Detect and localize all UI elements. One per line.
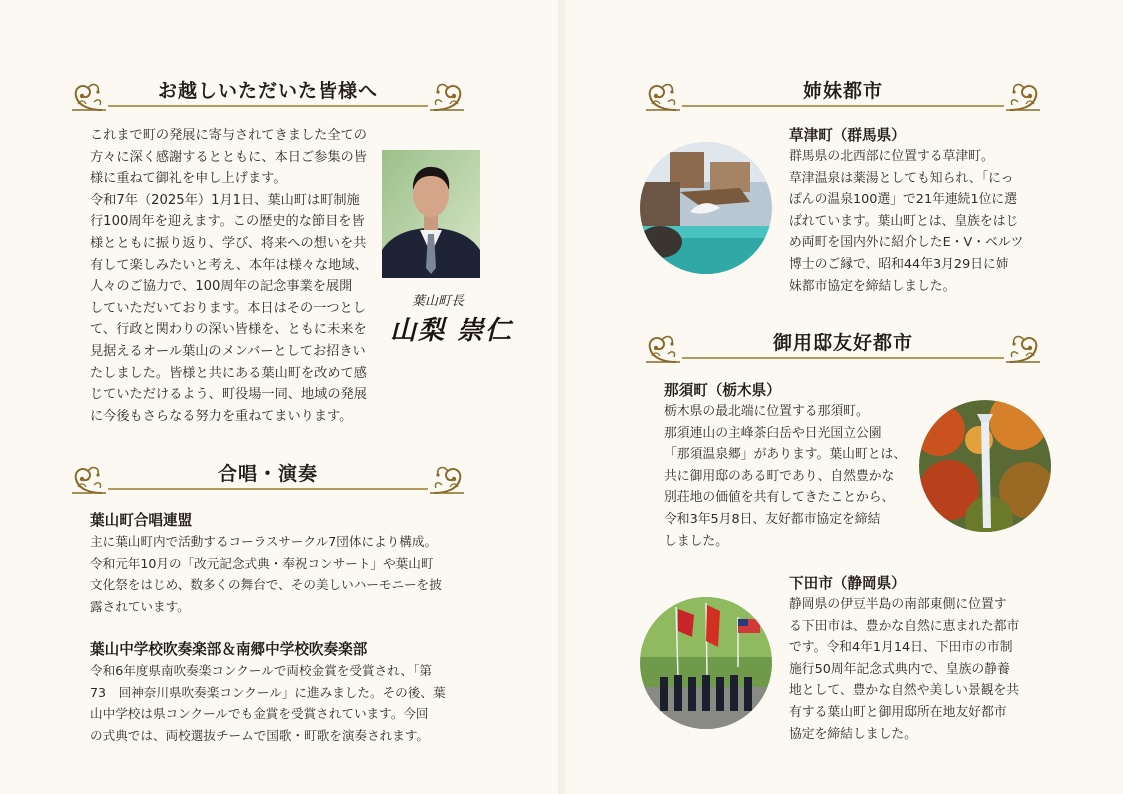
band-name: 葉山中学校吹奏楽部＆南郷中学校吹奏楽部 (90, 641, 368, 658)
text-line: しました。 (664, 533, 728, 549)
text-line: 地として、豊かな自然や美しい景観を共 (789, 683, 1020, 699)
choir-name: 葉山町合唱連盟 (90, 512, 193, 529)
text-line: これまで町の発展に寄与されてきました全ての (90, 128, 367, 143)
heading-rule (108, 105, 428, 107)
text-line: 群馬県の北西部に位置する草津町。 (789, 149, 994, 164)
text-line: 草津温泉は薬湯としても知られ、「にっ (789, 170, 1014, 186)
text-line: 有する葉山町と御用邸所在地友好都市 (789, 704, 1007, 720)
sister-title: 姉妹都市 (802, 80, 883, 102)
goyotei-title: 御用邸友好都市 (772, 332, 913, 354)
text-line: に今後もさらなる努力を重ねてまいります。 (90, 408, 353, 424)
text-line: 栃木県の最北端に位置する那須町。 (664, 404, 869, 419)
text-line: 協定を締結しました。 (789, 726, 917, 742)
text-line: 共に御用邸のある町であり、自然豊かな (664, 468, 895, 484)
text-line: の式典では、両校選抜チームで国歌・町歌を演奏されます。 (90, 727, 430, 743)
goyotei-heading (642, 326, 1044, 372)
heading-rule (682, 105, 1004, 107)
text-line: 那須連山の主峰茶臼岳や日光国立公園 (664, 425, 882, 441)
shimoda-text (789, 594, 1019, 745)
heading-rule (108, 488, 428, 490)
text-line: 令和6年度県南吹奏楽コンクールで両校金賞を受賞され、「第 (90, 663, 432, 678)
greeting-heading (68, 74, 468, 120)
music-heading (68, 457, 468, 503)
mayor-portrait (382, 150, 480, 278)
text-line: 見据えるオール葉山のメンバーとしてお招きい (90, 343, 366, 359)
text-line: 別荘地の価値を共有してきたことから、 (664, 490, 895, 506)
ornament-right-icon (1004, 80, 1044, 116)
text-line: 露されています。 (90, 598, 190, 614)
text-line: 行100周年を迎えます。この歴史的な節目を皆 (90, 214, 365, 230)
text-line: ぽんの温泉100選」で21年連続1位に選 (789, 192, 1018, 208)
nasu-name: 那須町（栃木県） (664, 382, 781, 399)
music-title: 合唱・演奏 (217, 463, 318, 485)
choir-text (90, 531, 442, 617)
text-line: ばれています。葉山町とは、皇族をはじ (789, 213, 1019, 229)
greeting-title: お越しいただいた皆様へ (157, 80, 378, 102)
text-line: 静岡県の伊豆半島の南部東側に位置す (789, 597, 1007, 612)
greeting-text (90, 125, 368, 427)
mayor-title: 葉山町長 (412, 294, 465, 309)
text-line: 主に葉山町内で活動するコーラスサークル7団体により構成。 (90, 534, 438, 549)
kusatsu-text (789, 146, 1023, 297)
kusatsu-photo (640, 142, 772, 274)
text-line: たしました。皆様と共にある葉山町を改めて感 (90, 365, 367, 381)
text-line: 令和7年（2025年）1月1日、葉山町は町制施 (90, 192, 360, 208)
text-line: 文化祭をはじめ、数多くの舞台で、その美しいハーモニーを披 (90, 577, 442, 593)
text-line: 人々のご協力で、100周年の記念事業を展開 (90, 279, 353, 295)
text-line: 様に重ねて御礼を申し上げます。 (90, 171, 287, 187)
ornament-right-icon (1004, 332, 1044, 368)
text-line: 令和元年10月の「改元記念式典・奉祝コンサート」や葉山町 (90, 555, 434, 571)
shimoda-photo (640, 597, 772, 729)
text-line: 妹都市協定を締結しました。 (789, 278, 956, 294)
text-line: 令和3年5月8日、友好都市協定を締結 (664, 511, 881, 527)
ornament-right-icon (428, 463, 468, 499)
text-line: 73 回神奈川県吹奏楽コンクール」に進みました。その後、葉 (90, 684, 446, 700)
left-page (0, 0, 558, 794)
text-line: じていただけるよう、町役場一同、地域の発展 (90, 387, 367, 403)
text-line: 方々に深く感謝するとともに、本日ご参集の皆 (90, 149, 367, 165)
kusatsu-name: 草津町（群馬県） (789, 127, 906, 144)
text-line: 様とともに振り返り、学び、将来への想いを共 (90, 235, 367, 251)
nasu-text (664, 401, 906, 552)
text-line: て、行政と関わりの深い皆様を、ともに未来を (90, 322, 367, 338)
text-line: です。令和4年1月14日、下田市の市制 (789, 640, 1013, 656)
text-line: していただいております。本日はその一つとし (90, 300, 366, 316)
text-line: 施行50周年記念式典内で、皇族の静養 (789, 661, 1010, 677)
text-line: 「那須温泉郷」があります。葉山町とは、 (664, 447, 907, 463)
sister-heading (642, 74, 1044, 120)
text-line: 山中学校は県コンクールでも金賞を受賞されています。今回 (90, 706, 429, 722)
right-page (565, 0, 1123, 794)
text-line: 博士のご縁で、昭和44年3月29日に姉 (789, 256, 1009, 272)
nasu-photo (919, 400, 1051, 532)
band-text (90, 660, 446, 746)
heading-rule (682, 357, 1004, 359)
mayor-signature: 山梨 崇仁 (390, 316, 514, 346)
ornament-right-icon (428, 80, 468, 116)
text-line: め両町を国内外に紹介したE・V・ベルツ (789, 235, 1024, 251)
text-line: る下田市は、豊かな自然に恵まれた都市 (789, 618, 1020, 634)
text-line: 有して楽しみたいと考え、本年は様々な地域、 (90, 257, 368, 273)
shimoda-name: 下田市（静岡県） (789, 575, 906, 592)
